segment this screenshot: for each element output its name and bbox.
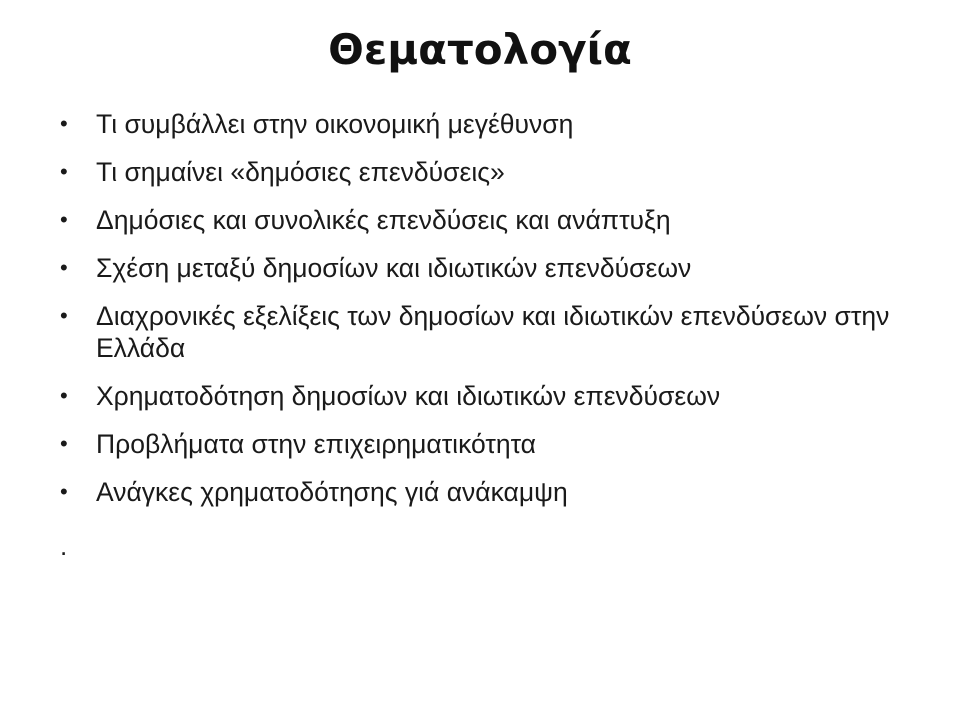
list-item-text: Ανάγκες χρηματοδότησης γιά ανάκαμψη xyxy=(96,477,568,507)
list-item-text: Σχέση μεταξύ δημοσίων και ιδιωτικών επενδύσεων xyxy=(96,253,692,283)
list-item-text: Χρηματοδότηση δημοσίων και ιδιωτικών επενδύσεων xyxy=(96,381,721,411)
slide-title: Θεματολογία xyxy=(328,25,632,74)
list-item-text: Τι συμβάλλει στην οικονομική μεγέθυνση xyxy=(96,109,574,139)
list-item xyxy=(60,156,910,188)
list-item xyxy=(60,428,910,460)
list-item-text: Προβλήματα στην επιχειρηματικότητα xyxy=(96,429,536,459)
bullet-icon: • xyxy=(60,479,68,504)
trailing-mark: . xyxy=(60,531,68,561)
list-item xyxy=(60,380,910,412)
list-item-text: Τι σημαίνει «δημόσιες επενδύσεις» xyxy=(96,157,505,187)
list-item-text: Δημόσιες και συνολικές επενδύσεις και ανάπτυξη xyxy=(96,205,671,235)
list-item xyxy=(60,300,910,364)
list-item xyxy=(60,204,910,236)
topic-list xyxy=(60,108,910,524)
bullet-icon: • xyxy=(60,159,68,184)
list-item xyxy=(60,252,910,284)
list-item-text: Διαχρονικές εξελίξεις των δημοσίων και ιδιωτικών επενδύσεων στην Ελλάδα xyxy=(96,301,890,363)
list-item xyxy=(60,108,910,140)
bullet-icon: • xyxy=(60,383,68,408)
bullet-icon: • xyxy=(60,111,68,136)
bullet-icon: • xyxy=(60,431,68,456)
bullet-icon: • xyxy=(60,303,68,328)
bullet-icon: • xyxy=(60,207,68,232)
bullet-icon: • xyxy=(60,255,68,280)
list-item xyxy=(60,476,910,508)
